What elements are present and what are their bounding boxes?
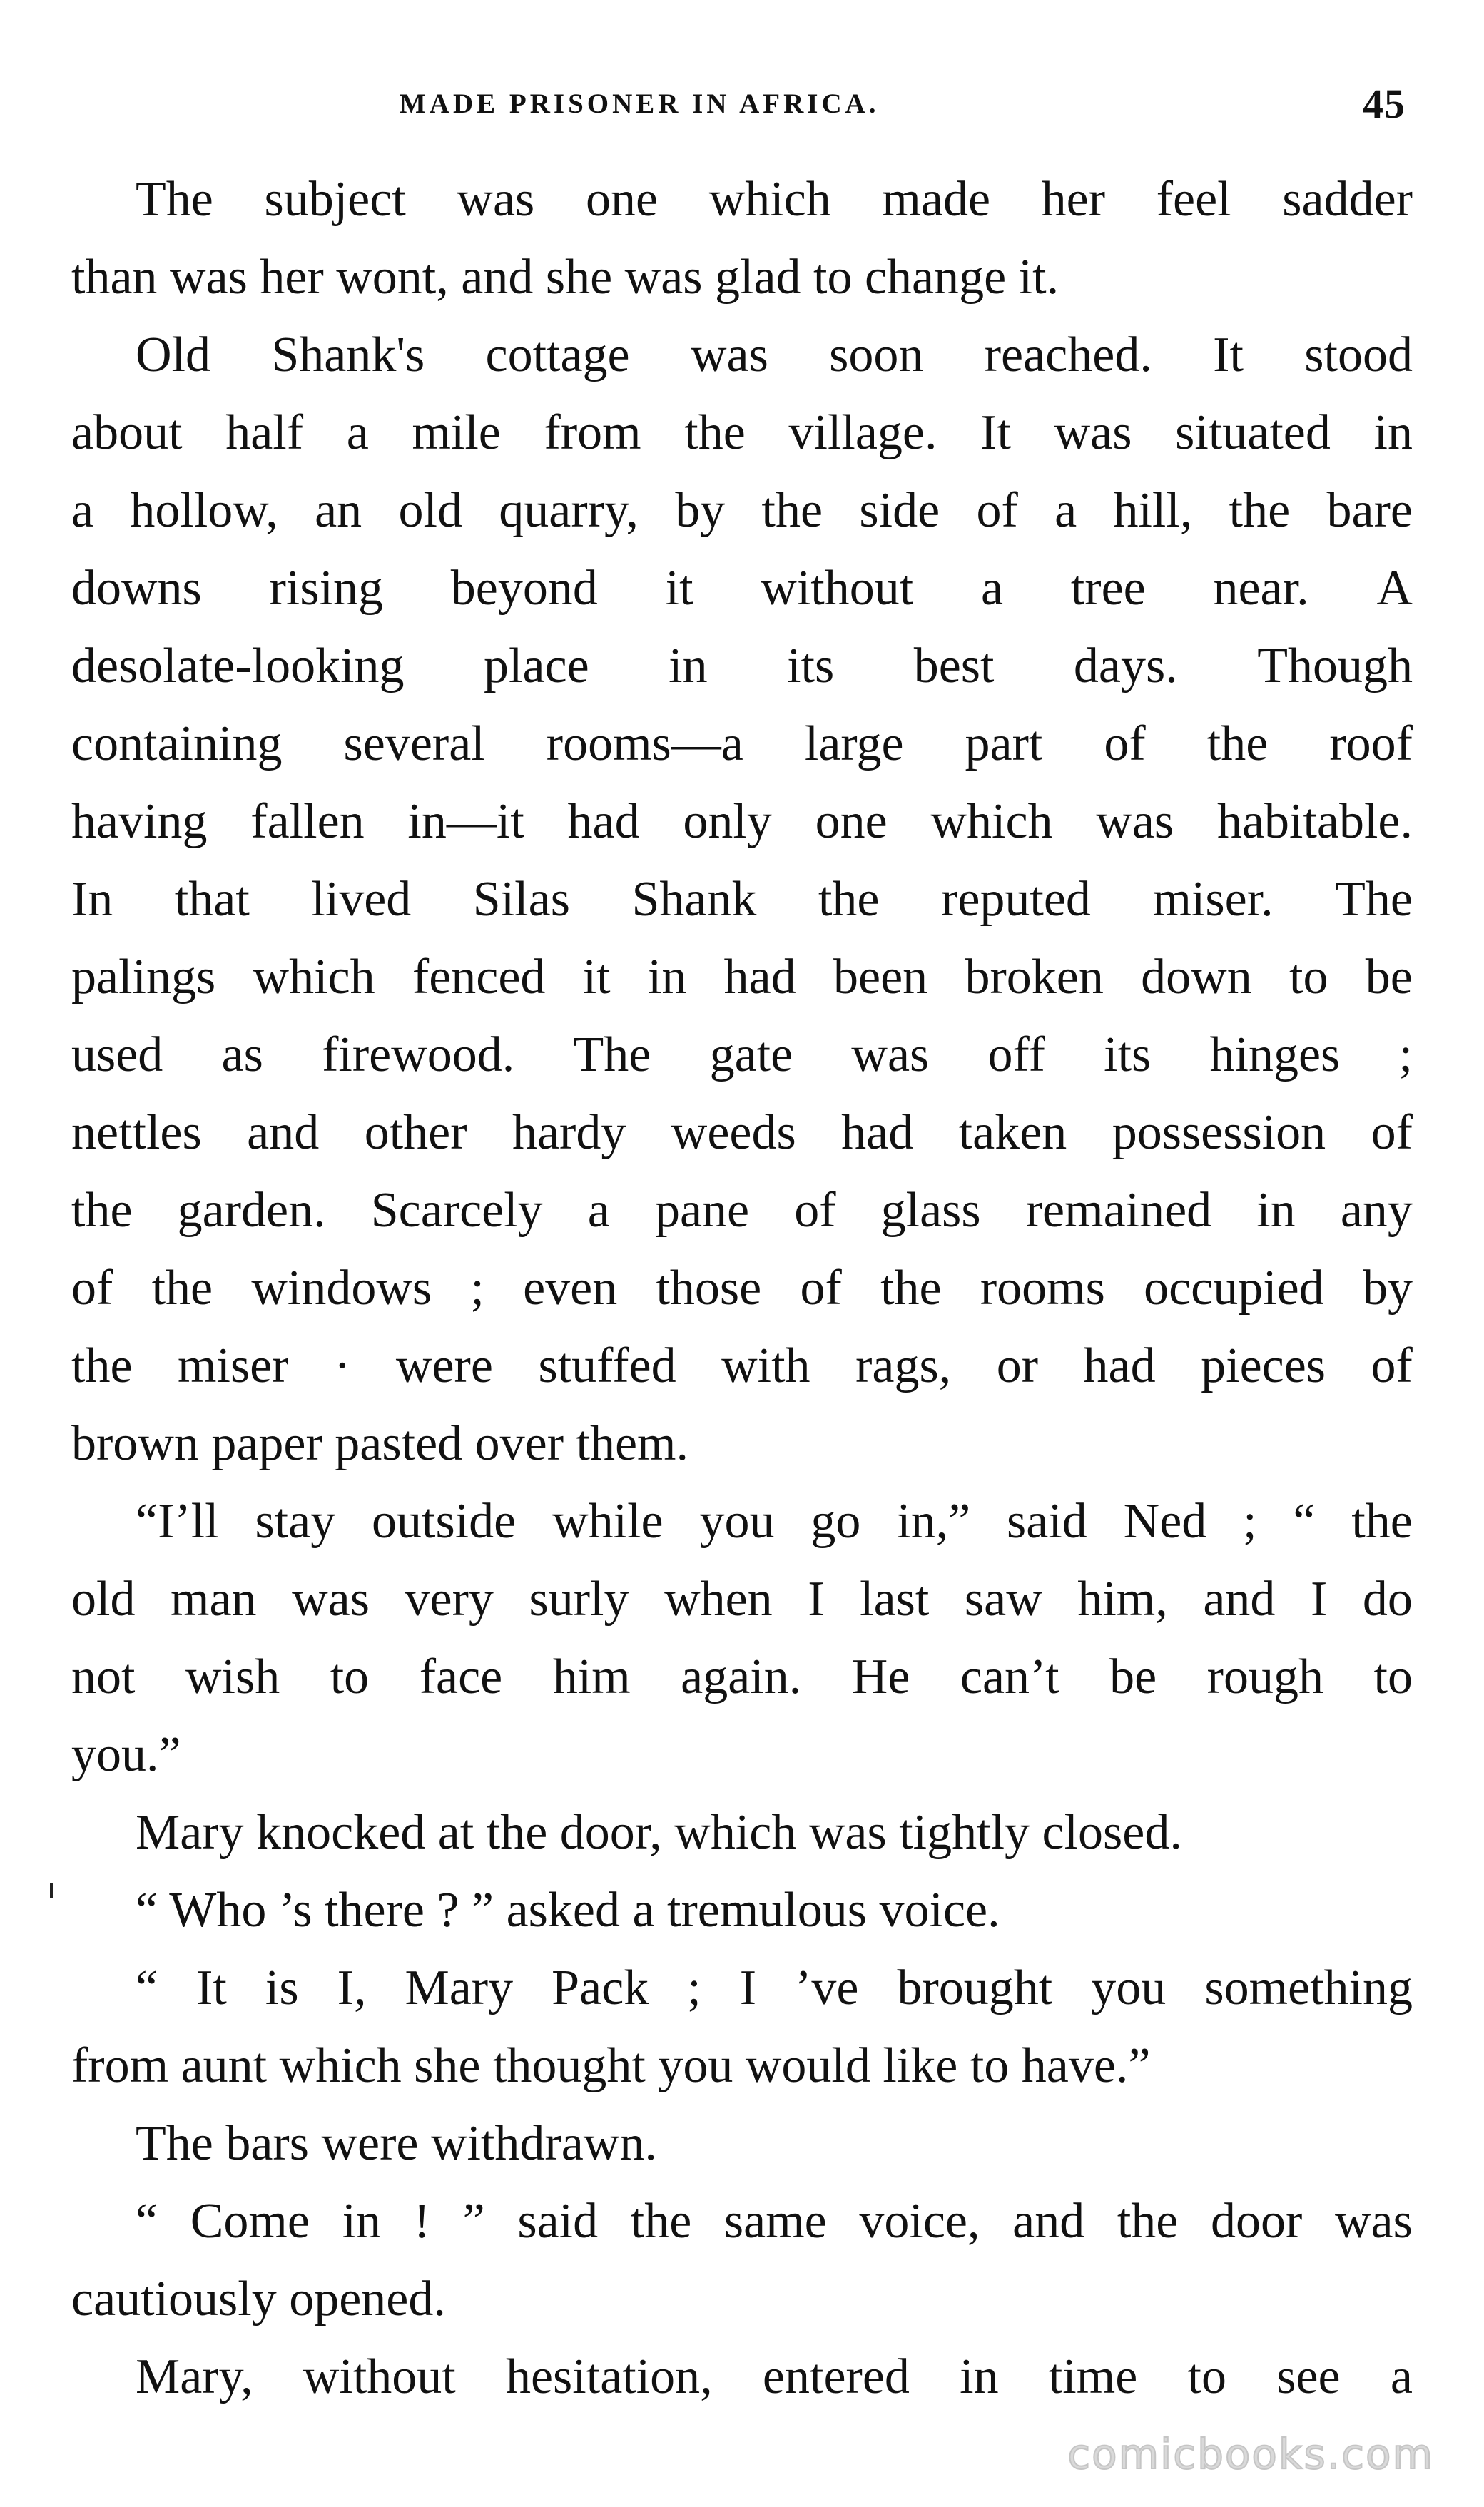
word: was [851,1027,930,1082]
word: only [683,794,772,849]
word: of [800,1261,842,1316]
word: in [669,639,708,693]
word: any [1340,1183,1413,1238]
word: an [315,483,362,538]
word: Old [136,327,210,382]
word: village. [788,405,937,460]
word: it [665,561,693,616]
text-line [71,1016,1413,1094]
word: rags, [855,1338,952,1393]
word: ; [1398,1027,1413,1082]
word: said [1007,1494,1087,1549]
word: without [303,2349,456,2404]
word: the [630,2194,692,2249]
word: or [996,1338,1039,1393]
word: be [1365,950,1413,1005]
word: can’t [960,1649,1059,1704]
word: Mary [405,1961,514,2015]
word: off [987,1027,1045,1082]
word: having [71,794,208,849]
word: The [573,1027,651,1082]
word: gate [709,1027,793,1082]
word: outside [372,1494,517,1549]
watermark-logo: comicbooks.com [1067,2430,1434,2478]
text-line [71,161,1413,238]
word: feel [1156,172,1231,227]
word: of [1371,1105,1413,1160]
word: one [815,794,888,849]
word: same [723,2194,827,2249]
word: him, [1077,1572,1168,1627]
word: to [1289,950,1328,1005]
text-line [71,783,1413,860]
word: in [1256,1183,1296,1238]
word: surly [529,1572,629,1627]
word: man [171,1572,257,1627]
word: that [174,872,250,927]
running-header [78,71,1406,136]
word: ; [687,1961,701,2015]
word: and [1203,1572,1276,1627]
word: with [721,1338,810,1393]
word: of [794,1183,836,1238]
word: even [523,1261,618,1316]
word: and [1012,2194,1085,2249]
word: occupied [1144,1261,1324,1316]
word: a [980,561,1004,616]
word: the [71,1183,133,1238]
word: ; [1243,1494,1257,1549]
word: I [808,1572,825,1627]
word: firewood. [322,1027,515,1082]
word: ; [470,1261,484,1316]
word: again. [681,1649,802,1704]
word: in [342,2194,382,2249]
word: it [582,950,611,1005]
text-line [71,1483,1413,1560]
word: in [647,950,687,1005]
word: been [833,950,928,1005]
word: had [1083,1338,1156,1393]
word: I, [337,1961,367,2015]
word: fenced [412,950,546,1005]
word: down [1141,950,1252,1005]
word: “ [136,2194,158,2249]
word: rooms—a [546,716,743,771]
word: is [265,1961,299,2015]
word: by [1363,1261,1413,1316]
word: in [1373,405,1413,460]
word: subject [264,172,406,227]
word: several [343,716,485,771]
word: was [690,327,768,382]
word: from [544,405,641,460]
word: sadder [1282,172,1413,227]
text-line [71,549,1413,627]
word: old [71,1572,136,1627]
word: hinges [1209,1027,1341,1082]
word: possession [1112,1105,1326,1160]
word: saw [964,1572,1042,1627]
word: He [851,1649,910,1704]
word: was [1054,405,1132,460]
word: best [913,639,995,693]
word: was [1096,794,1174,849]
word: I [1310,1572,1328,1627]
word: mile [412,405,501,460]
word: had [841,1105,914,1160]
text-line: The bars were withdrawn. [136,2116,657,2171]
word: ” [462,2194,485,2249]
word: its [787,639,835,693]
word: · [334,1338,351,1393]
word: which [708,172,831,227]
word: last [860,1572,930,1627]
word: one [585,172,659,227]
word: large [804,716,904,771]
word: see [1276,2349,1341,2404]
word: bare [1326,483,1413,538]
word: It [1213,327,1244,382]
text-line [71,2182,1413,2260]
word: in [960,2349,999,2404]
word: weeds [671,1105,796,1160]
word: of [1371,1338,1413,1393]
word: In [71,872,113,927]
text-line [71,1094,1413,1171]
word: made [882,172,991,227]
word: quarry, [499,483,639,538]
text-line: from aunt which she thought you would like to have.” [71,2038,1151,2093]
word: reputed [941,872,1091,927]
word: hill, [1113,483,1193,538]
text-line [71,627,1413,705]
word: time [1048,2349,1138,2404]
word: taken [958,1105,1067,1160]
word: was [457,172,535,227]
word: had [723,950,796,1005]
word: of [1104,716,1146,771]
word: to [1187,2349,1226,2404]
word: lived [311,872,412,927]
word: which [253,950,375,1005]
running-title: MADE PRISONER IN AFRICA. [400,88,880,119]
word: A [1376,561,1413,616]
word: the [1229,483,1291,538]
word: other [364,1105,467,1160]
word: you [1091,1961,1167,2015]
word: him [552,1649,631,1704]
word: Shank's [271,327,425,382]
word: Though [1257,639,1413,693]
word: face [419,1649,503,1704]
word: of [71,1261,113,1316]
word: beyond [450,561,598,616]
word: were [395,1338,493,1393]
word: days. [1073,639,1178,693]
text-line [71,1327,1413,1405]
word: Silas [472,872,570,927]
word: soon [829,327,924,382]
word: part [965,716,1043,771]
word: those [656,1261,762,1316]
text-line [71,705,1413,783]
word: pane [654,1183,750,1238]
word: desolate-looking [71,639,405,693]
word: was [1334,2194,1413,2249]
word: the [71,1338,133,1393]
word: The [1335,872,1413,927]
word: roof [1329,716,1413,771]
text-line [71,394,1413,472]
word: in—it [407,794,524,849]
word: the [880,1261,942,1316]
word: said [517,2194,599,2249]
word: the [761,483,823,538]
text-line [71,1171,1413,1249]
word: remained [1025,1183,1212,1238]
word: go [810,1494,861,1549]
word: fallen [250,794,365,849]
word: a [1054,483,1077,538]
word: not [71,1649,136,1704]
text-line [71,938,1413,1016]
word: hollow, [130,483,278,538]
word: It [196,1961,227,2015]
word: “I’ll [136,1494,219,1549]
word: garden. [177,1183,326,1238]
word: something [1204,1961,1413,2015]
word: I [739,1961,757,2015]
word: rough [1206,1649,1323,1704]
word: to [330,1649,370,1704]
word: reached. [984,327,1152,382]
word: stay [255,1494,336,1549]
word: near. [1213,561,1309,616]
word: the [1206,716,1269,771]
word: the [151,1261,213,1316]
word: used [71,1027,163,1082]
margin-mark [50,1883,53,1898]
word: habitable. [1216,794,1413,849]
word: voice, [859,2194,980,2249]
word: downs [71,561,202,616]
word: a [346,405,369,460]
word: stuffed [538,1338,676,1393]
word: glass [880,1183,981,1238]
word: rooms [980,1261,1105,1316]
text-line: you.” [71,1727,181,1782]
word: while [552,1494,664,1549]
word: Shank [631,872,757,927]
word: the [818,872,880,927]
page-number: 45 [1363,80,1406,127]
word: a [71,483,94,538]
word: the [684,405,746,460]
word: and [247,1105,320,1160]
word: situated [1175,405,1331,460]
word: “ [136,1961,158,2015]
text-line [71,2338,1413,2416]
word: half [225,405,304,460]
word: a [587,1183,610,1238]
word: miser [178,1338,289,1393]
word: cottage [485,327,630,382]
text-line [71,1638,1413,1716]
text-line: than was her wont, and she was glad to change it. [71,250,1059,305]
word: place [484,639,589,693]
word: the [1117,2194,1179,2249]
word: the [1351,1494,1413,1549]
text-line: brown paper pasted over them. [71,1416,688,1471]
word: when [664,1572,773,1627]
word: “ [1293,1494,1316,1549]
text-line [71,1249,1413,1327]
word: old [398,483,462,538]
word: pieces [1201,1338,1326,1393]
word: her [1041,172,1106,227]
word: brought [897,1961,1053,2015]
body-text [71,161,1413,2429]
word: miser. [1152,872,1274,927]
text-line: cautiously opened. [71,2272,446,2327]
word: in,” [897,1494,971,1549]
word: nettles [71,1105,202,1160]
word: containing [71,716,283,771]
word: ’ve [795,1961,859,2015]
word: Mary, [136,2349,253,2404]
text-line [71,316,1413,394]
word: be [1109,1649,1157,1704]
word: rising [269,561,384,616]
word: ! [413,2194,430,2249]
word: Come [190,2194,310,2249]
word: very [405,1572,494,1627]
word: Ned [1123,1494,1207,1549]
word: to [1373,1649,1413,1704]
word: Scarcely [370,1183,543,1238]
word: hardy [512,1105,626,1160]
text-line: “ Who ’s there ? ” asked a tremulous voice. [136,1883,1000,1938]
word: Pack [552,1961,649,2015]
text-line [71,472,1413,549]
word: It [980,405,1011,460]
word: The [136,172,213,227]
word: its [1104,1027,1152,1082]
text-line [71,860,1413,938]
word: side [859,483,940,538]
word: hesitation, [505,2349,713,2404]
text-line [71,1949,1413,2027]
word: broken [965,950,1104,1005]
word: wish [185,1649,280,1704]
word: tree [1070,561,1146,616]
word: do [1362,1572,1413,1627]
word: about [71,405,183,460]
word: you [699,1494,775,1549]
text-line: Mary knocked at the door, which was tightly closed. [136,1805,1182,1860]
word: as [221,1027,263,1082]
word: a [1390,2349,1413,2404]
word: stood [1304,327,1413,382]
word: had [567,794,640,849]
word: of [976,483,1018,538]
word: entered [762,2349,910,2404]
word: door [1211,2194,1303,2249]
word: without [761,561,914,616]
word: was [292,1572,370,1627]
text-line [71,1560,1413,1638]
word: palings [71,950,216,1005]
word: which [930,794,1053,849]
word: by [675,483,726,538]
word: windows [251,1261,432,1316]
